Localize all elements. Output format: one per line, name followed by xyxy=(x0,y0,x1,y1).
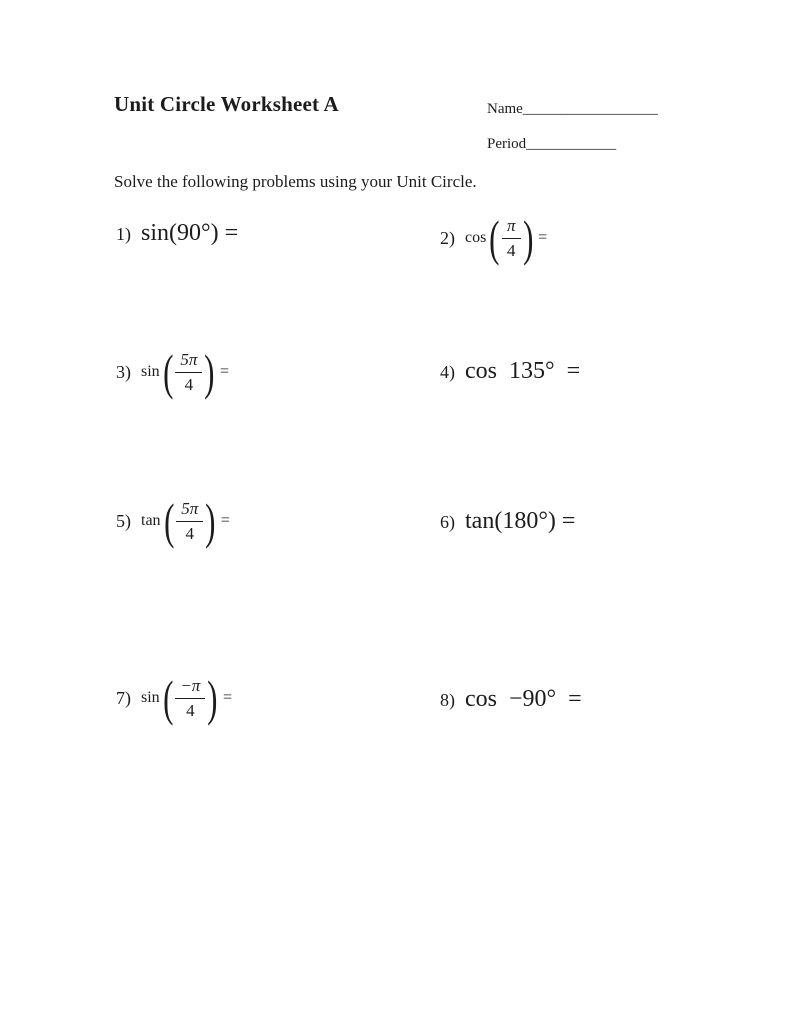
right-paren: ) xyxy=(204,344,215,400)
fraction-denominator: 4 xyxy=(185,523,194,543)
fraction-denominator: 4 xyxy=(507,240,516,260)
problem-number: 7) xyxy=(116,687,131,708)
left-paren: ( xyxy=(162,344,174,400)
problem-4 xyxy=(440,358,580,385)
problem-2 xyxy=(440,206,547,270)
problem-number: 4) xyxy=(440,362,455,382)
trig-function: cos xyxy=(465,229,487,246)
problem-5 xyxy=(116,489,230,553)
problem-8 xyxy=(440,686,582,713)
problem-number: 5) xyxy=(116,510,131,531)
fraction xyxy=(176,499,203,543)
problem-number: 1) xyxy=(116,224,131,244)
fraction xyxy=(175,676,205,720)
problem-3 xyxy=(116,340,229,404)
problem-number: 8) xyxy=(440,690,455,710)
right-paren: ) xyxy=(205,493,216,549)
name-blank: Name__________________ xyxy=(487,101,658,117)
fraction-numerator: −π xyxy=(175,676,205,699)
problem-1 xyxy=(116,220,238,247)
equals-sign: = xyxy=(222,689,233,706)
problem-number: 6) xyxy=(440,512,455,532)
trig-function: sin xyxy=(141,363,160,380)
fraction xyxy=(502,216,521,260)
problem-expression: cos 135° = xyxy=(465,358,581,384)
page-title: Unit Circle Worksheet A xyxy=(114,92,339,116)
equals-sign: = xyxy=(220,363,230,380)
trig-function: sin xyxy=(141,689,160,706)
problem-expression: sin(90°) = xyxy=(141,220,239,246)
fraction-numerator: π xyxy=(502,216,521,239)
fraction-numerator: 5π xyxy=(176,499,203,522)
right-paren: ) xyxy=(207,670,218,726)
fraction-denominator: 4 xyxy=(186,700,195,720)
left-paren: ( xyxy=(162,670,174,726)
problem-number: 3) xyxy=(116,361,131,382)
left-paren: ( xyxy=(163,493,175,549)
problem-expression: cos −90° = xyxy=(465,686,582,712)
instructions-text: Solve the following problems using your Unit Circle. xyxy=(114,172,477,191)
left-paren: ( xyxy=(489,210,500,266)
right-paren: ) xyxy=(522,210,534,266)
equals-sign: = xyxy=(220,512,230,529)
problem-6 xyxy=(440,508,575,535)
period-blank: Period____________ xyxy=(487,136,617,152)
problem-7 xyxy=(116,666,232,730)
fraction-numerator: 5π xyxy=(175,350,202,373)
fraction-denominator: 4 xyxy=(184,374,194,394)
trig-function: tan xyxy=(141,512,161,529)
problem-expression: tan(180°) = xyxy=(465,508,576,534)
fraction xyxy=(175,350,202,394)
equals-sign: = xyxy=(538,229,548,246)
problem-number: 2) xyxy=(440,227,455,248)
